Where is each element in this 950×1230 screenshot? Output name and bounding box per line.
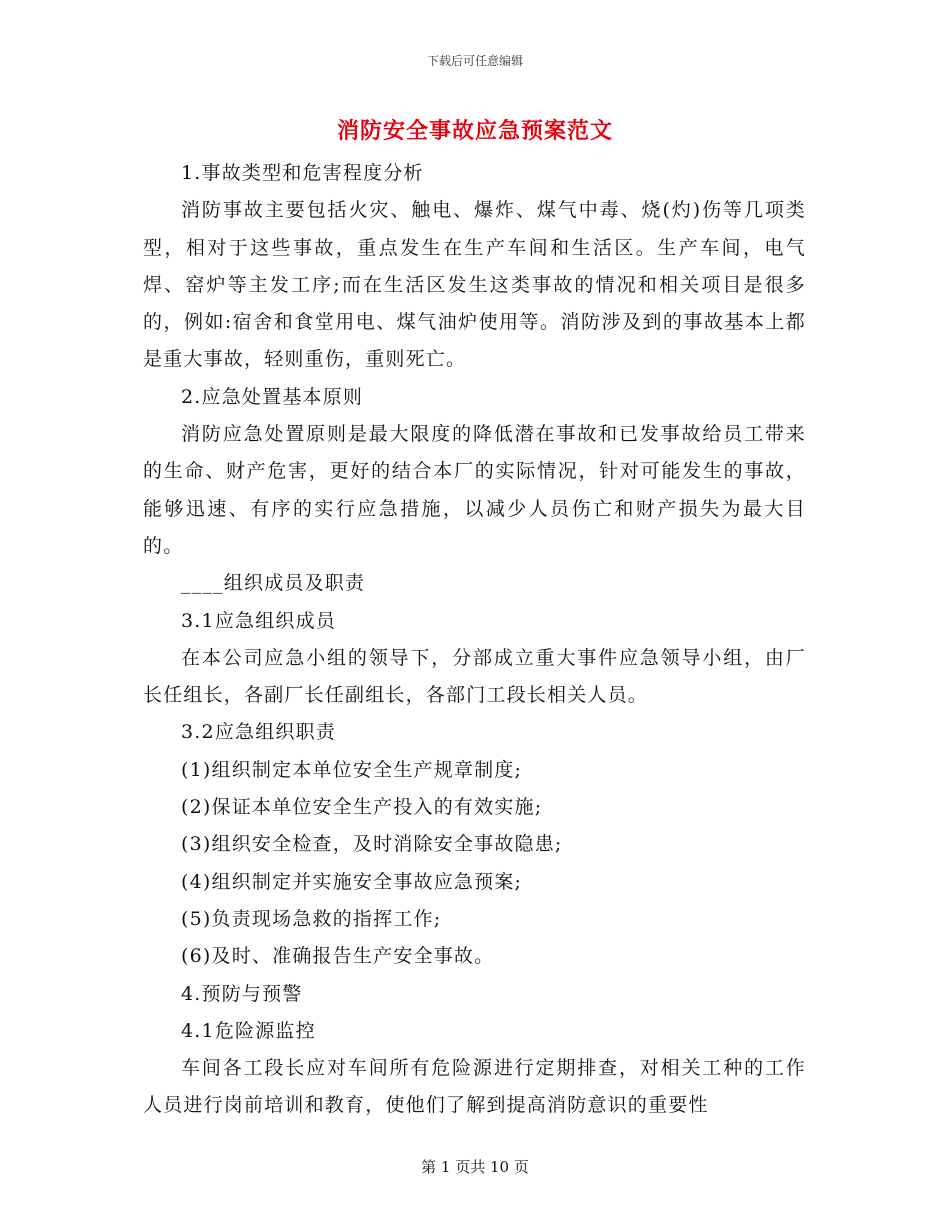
section-heading-2: 2.应急处置基本原则 [181, 385, 364, 408]
document-body [143, 155, 806, 1125]
section-heading-3: ____组织成员及职责 [181, 572, 366, 595]
section-heading-4: 4.预防与预警 [181, 982, 303, 1005]
body-paragraph: 消防事故主要包括火灾、触电、爆炸、煤气中毒、烧(灼)伤等几项类型，相对于这些事故，重点发生在生产车间和生活区。生产车间，电气焊、窑炉等主发工序;而在生活区发生这类事故的情况和相关项目是很多的，例如:宿舍和食堂用电、煤气油炉使用等。消防涉及到的事故基本上都是重大事故，轻则重伤，重则死亡。 [143, 199, 806, 371]
list-item: (4)组织制定并实施安全事故应急预案; [181, 870, 523, 893]
list-item: (5)负责现场急救的指挥工作; [181, 907, 442, 930]
list-item: (2)保证本单位安全生产投入的有效实施; [181, 796, 543, 819]
subsection-heading-3-1: 3.1应急组织成员 [181, 609, 337, 632]
subsection-heading-4-1: 4.1危险源监控 [181, 1019, 316, 1042]
body-paragraph: 车间各工段长应对车间所有危险源进行定期排查，对相关工种的工作人员进行岗前培训和教育，使他们了解到提高消防意识的重要性 [143, 1057, 806, 1117]
list-item: (3)组织安全检查，及时消除安全事故隐患; [181, 833, 563, 856]
body-paragraph: 消防应急处置原则是最大限度的降低潜在事故和已发事故给员工带来的生命、财产危害，更好的结合本厂的实际情况，针对可能发生的事故，能够迅速、有序的实行应急措施，以减少人员伤亡和财产损失为最大目的。 [143, 423, 806, 557]
list-item: (6)及时、准确报告生产安全事故。 [181, 945, 495, 968]
list-item: (1)组织制定本单位安全生产规章制度; [181, 758, 523, 781]
body-paragraph: 在本公司应急小组的领导下，分部成立重大事件应急领导小组，由厂长任组长，各副厂长任副组长，各部门工段长相关人员。 [143, 646, 806, 707]
header-note: 下载后可任意编辑 [426, 54, 523, 68]
subsection-heading-3-2: 3.2应急组织职责 [181, 721, 337, 744]
document-title: 消防安全事故应急预案范文 [336, 118, 613, 144]
section-heading-1: 1.事故类型和危害程度分析 [181, 162, 424, 184]
page-number: 第 1 页共 10 页 [421, 1158, 529, 1176]
